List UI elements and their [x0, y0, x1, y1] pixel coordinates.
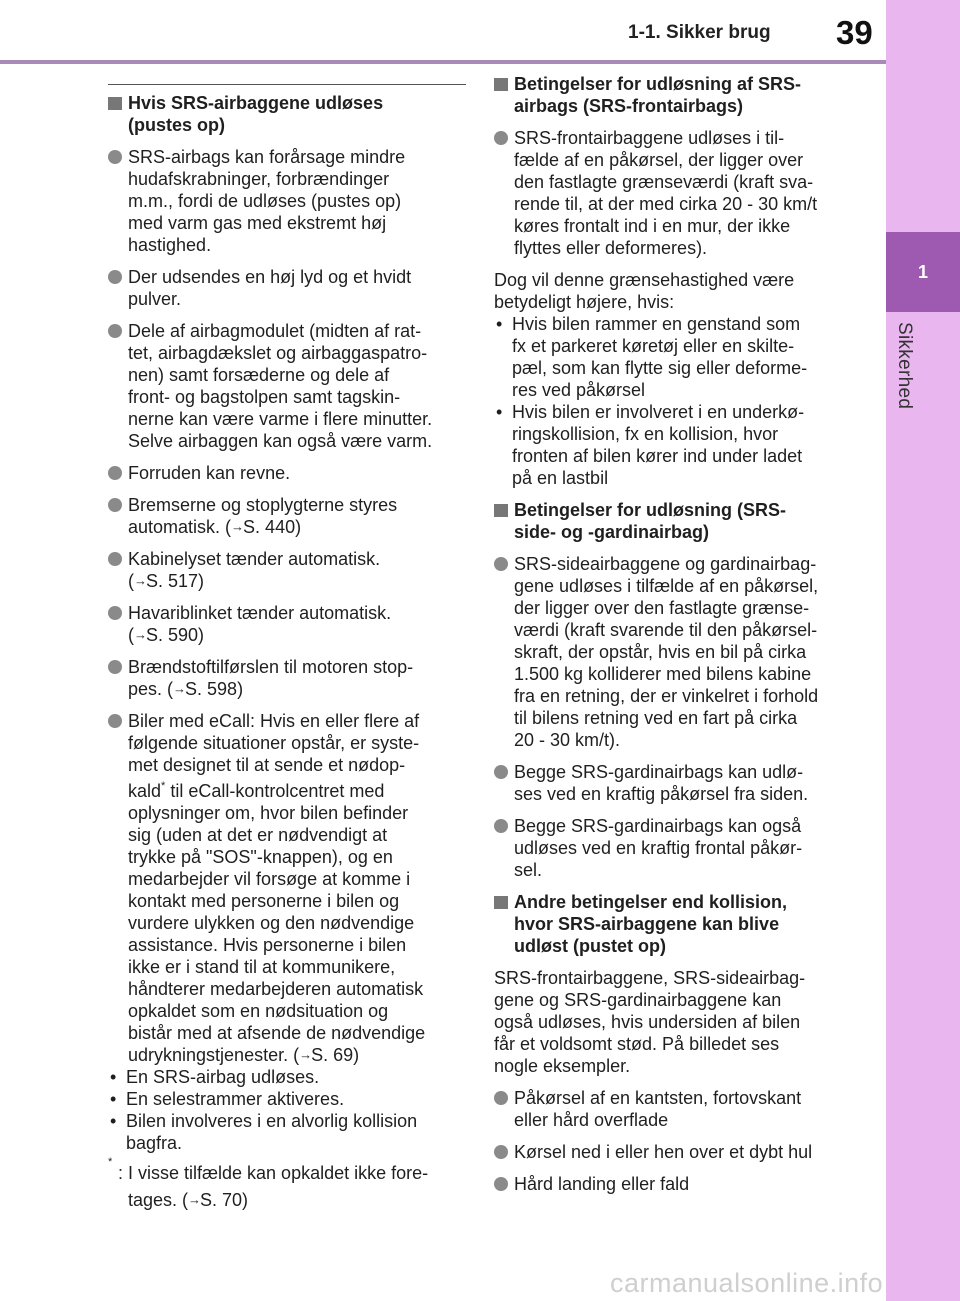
text-line: rende til, at der med cirka 20 - 30 km/t	[514, 194, 818, 214]
text-line-with-reference	[128, 1189, 466, 1211]
arrow-right-icon: →	[299, 1047, 312, 1062]
text-line: ikke er i stand til at kommunikere,	[128, 957, 396, 977]
sub-list-item	[494, 313, 850, 401]
right-column	[494, 73, 850, 1205]
text-line: ses ved en kraftig påkørsel fra siden.	[514, 784, 809, 804]
page-reference: S. 70)	[200, 1190, 249, 1210]
page-header	[0, 0, 886, 62]
text-fragment: pes. (	[128, 679, 174, 699]
dot-bullet-icon: •	[496, 314, 503, 334]
text-line: ringskollision, fx en kollision, hvor	[512, 424, 779, 444]
text-line-with-reference	[128, 570, 466, 592]
bullet-item	[494, 1173, 850, 1195]
text-fragment: automatisk. (	[128, 517, 232, 537]
circle-bullet-icon	[494, 1177, 508, 1191]
page-reference: S. 590)	[146, 625, 205, 645]
text-line: trykke på "SOS"-knappen), og en	[128, 847, 393, 867]
footnote-marker: *	[161, 780, 166, 792]
chapter-side-tab	[886, 0, 960, 1301]
text-fragment: tages. (	[128, 1190, 189, 1210]
text-line: SRS-frontairbaggene, SRS-sideairbag-	[494, 968, 806, 988]
text-line: Påkørsel af en kantsten, fortovskant	[514, 1088, 802, 1108]
heading-line: Andre betingelser end kollision,	[514, 892, 788, 912]
left-column	[108, 84, 466, 1211]
heading-line: Hvis SRS-airbaggene udløses	[128, 93, 384, 113]
chapter-number-box	[886, 232, 960, 312]
circle-bullet-icon	[494, 1091, 508, 1105]
dot-bullet-icon: •	[110, 1089, 117, 1109]
footnote: * : I visse tilfælde kan opkaldet ikke fore- tages. (→S. 70)	[108, 1162, 466, 1211]
circle-bullet-icon	[108, 606, 122, 620]
circle-bullet-icon	[108, 324, 122, 338]
section-heading	[494, 891, 850, 957]
bullet-item	[494, 1141, 850, 1163]
text-line: fx et parkeret køretøj eller en skilte-	[512, 336, 795, 356]
page-reference: S. 517)	[146, 571, 205, 591]
heading-line: udløst (pustet op)	[514, 936, 666, 956]
text-line: Begge SRS-gardinairbags kan også	[514, 816, 802, 836]
text-fragment: til eCall-kontrolcentret med	[165, 781, 385, 801]
bullet-item	[108, 146, 466, 256]
text-line: Hvis bilen er involveret i en underkø-	[512, 402, 805, 422]
text-line: Hård landing eller fald	[514, 1174, 690, 1194]
text-fragment: En selestrammer aktiveres.	[126, 1089, 345, 1109]
text-line: 20 - 30 km/t).	[514, 730, 621, 750]
text-line: Havariblinket tænder automatisk.	[128, 603, 392, 623]
text-line: SRS-sideairbaggene og gardinairbag-	[514, 554, 817, 574]
text-line: skraft, der opstår, hvis en bil på cirka	[514, 642, 807, 662]
page-number: 39	[836, 14, 873, 51]
text-line: Forruden kan revne.	[128, 463, 291, 483]
arrow-right-icon: →	[134, 573, 146, 588]
text-line: pæl, som kan flytte sig eller deforme-	[512, 358, 808, 378]
heading-line: airbags (SRS-frontairbags)	[514, 96, 744, 116]
text-line: sig (uden at det er nødvendigt at	[128, 825, 388, 845]
text-line: Biler med eCall: Hvis en eller flere af	[128, 711, 420, 731]
text-line: følgende situationer opstår, er syste-	[128, 733, 420, 753]
text-line: res ved påkørsel	[512, 380, 646, 400]
text-line: gene og SRS-gardinairbaggene kan	[494, 990, 782, 1010]
text-line: udløses ved en kraftig frontal påkør-	[514, 838, 803, 858]
circle-bullet-icon	[494, 819, 508, 833]
page-reference: S. 598)	[185, 679, 244, 699]
text-line: tet, airbagdækslet og airbaggaspatro-	[128, 343, 428, 363]
bullet-item	[108, 320, 466, 452]
text-line: Dog vil denne grænsehastighed være	[494, 270, 795, 290]
sub-list-item	[494, 401, 850, 489]
text-line-with-reference	[128, 678, 466, 700]
paragraph	[494, 269, 850, 313]
bullet-item	[494, 761, 850, 805]
bullet-item	[494, 553, 850, 751]
text-line: met designet til at sende et nødop-	[128, 755, 406, 775]
square-bullet-icon	[108, 97, 122, 110]
bullet-item	[494, 1087, 850, 1131]
text-line: Hvis bilen rammer en genstand som	[512, 314, 801, 334]
bullet-item	[108, 548, 466, 592]
page-reference: S. 440)	[243, 517, 302, 537]
text-line: pulver.	[128, 289, 182, 309]
section-heading	[494, 499, 850, 543]
dot-bullet-icon: •	[110, 1067, 117, 1087]
text-line: eller hård overflade	[514, 1110, 669, 1130]
text-line: bagfra.	[126, 1133, 183, 1153]
text-line: medarbejder vil forsøge at komme i	[128, 869, 411, 889]
bullet-item	[494, 815, 850, 881]
bullet-item	[494, 127, 850, 259]
circle-bullet-icon	[494, 131, 508, 145]
dot-bullet-icon: •	[496, 402, 503, 422]
text-line: Kabinelyset tænder automatisk.	[128, 549, 381, 569]
text-line: SRS-airbags kan forårsage mindre	[128, 147, 406, 167]
circle-bullet-icon	[108, 150, 122, 164]
column-rule	[108, 84, 466, 85]
bullet-item	[108, 266, 466, 310]
text-line: sel.	[514, 860, 543, 880]
text-line: opkaldet som en nødsituation og	[128, 1001, 389, 1021]
circle-bullet-icon	[108, 714, 122, 728]
square-bullet-icon	[494, 78, 508, 91]
text-line: Bremserne og stoplygterne styres	[128, 495, 398, 515]
heading-line: (pustes op)	[128, 115, 225, 135]
text-line: front- og bagstolpen samt tagskin-	[128, 387, 401, 407]
text-line: Dele af airbagmodulet (midten af rat-	[128, 321, 422, 341]
text-line: Begge SRS-gardinairbags kan udlø-	[514, 762, 804, 782]
text-line: gene udløses i tilfælde af en påkørsel,	[514, 576, 819, 596]
bullet-item	[108, 710, 466, 1066]
circle-bullet-icon	[108, 270, 122, 284]
text-line: fra en retning, der er vinkelret i forhold	[514, 686, 819, 706]
circle-bullet-icon	[494, 1145, 508, 1159]
circle-bullet-icon	[108, 552, 122, 566]
watermark: carmanualsonline.info	[610, 1268, 884, 1298]
text-line: hudafskrabninger, forbrændinger	[128, 169, 390, 189]
circle-bullet-icon	[108, 466, 122, 480]
text-line: m.m., fordi de udløses (pustes op)	[128, 191, 402, 211]
text-line: Kørsel ned i eller hen over et dybt hul	[514, 1142, 813, 1162]
text-line: får et voldsomt stød. På billedet ses	[494, 1034, 780, 1054]
chapter-number: 1	[917, 262, 928, 282]
text-line: betydeligt højere, hvis:	[494, 292, 675, 312]
sub-list	[108, 1066, 466, 1154]
text-line: der ligger over den fastlagte grænse-	[514, 598, 810, 618]
section-heading	[494, 73, 850, 117]
text-line: hastighed.	[128, 235, 212, 255]
text-line: den fastlagte grænseværdi (kraft sva-	[514, 172, 814, 192]
dot-bullet-icon: •	[110, 1111, 117, 1131]
bullet-item	[108, 462, 466, 484]
text-line: vurdere ulykken og den nødvendige	[128, 913, 415, 933]
text-line	[128, 780, 466, 802]
paragraph	[494, 967, 850, 1077]
text-line-with-reference	[128, 624, 466, 646]
arrow-right-icon: →	[173, 681, 186, 696]
text-line: 1.500 kg kolliderer med bilens kabine	[514, 664, 812, 684]
text-line: bistår med at afsende de nødvendige	[128, 1023, 426, 1043]
square-bullet-icon	[494, 504, 508, 517]
heading-line: hvor SRS-airbaggene kan blive	[514, 914, 780, 934]
text-fragment: udrykningstjenester. (	[128, 1045, 300, 1065]
page-reference: S. 69)	[311, 1045, 360, 1065]
text-line: nogle eksempler.	[494, 1056, 631, 1076]
square-bullet-icon	[494, 896, 508, 909]
text-fragment: (	[128, 625, 134, 645]
text-line: med varm gas med ekstremt høj	[128, 213, 387, 233]
text-fragment: En SRS-airbag udløses.	[126, 1067, 320, 1087]
section-title: 1-1. Sikker brug	[628, 22, 771, 43]
heading-line: side- og -gardinairbag)	[514, 522, 710, 542]
footnote-colon: :	[118, 1163, 124, 1183]
text-line: fælde af en påkørsel, der ligger over	[514, 150, 804, 170]
text-line: oplysninger om, hvor bilen befinder	[128, 803, 409, 823]
text-line: flyttes eller deformeres).	[514, 238, 708, 258]
text-line: Brændstoftilførslen til motoren stop-	[128, 657, 414, 677]
sub-list-item	[108, 1066, 466, 1088]
chapter-name: Sikkerhed	[894, 322, 915, 410]
text-line: I visse tilfælde kan opkaldet ikke fore-	[128, 1163, 429, 1183]
circle-bullet-icon	[494, 557, 508, 571]
text-line: SRS-frontairbaggene udløses i til-	[514, 128, 785, 148]
text-line: nen) samt forsæderne og dele af	[128, 365, 390, 385]
arrow-right-icon: →	[231, 519, 244, 534]
sub-list-item	[108, 1088, 466, 1110]
text-line: værdi (kraft svarende til den påkørsel-	[514, 620, 818, 640]
heading-line: Betingelser for udløsning af SRS-	[514, 74, 802, 94]
arrow-right-icon: →	[134, 627, 146, 642]
section-heading	[108, 92, 466, 136]
heading-line: Betingelser for udløsning (SRS-	[514, 500, 787, 520]
sub-list-item	[108, 1110, 466, 1154]
text-line: kontakt med personerne i bilen og	[128, 891, 400, 911]
text-line-with-reference	[128, 1044, 466, 1066]
text-line-with-reference	[128, 516, 466, 538]
text-line: håndterer medarbejderen automatisk	[128, 979, 424, 999]
circle-bullet-icon	[494, 765, 508, 779]
text-line: fronten af bilen kører ind under ladet	[512, 446, 803, 466]
text-line: Der udsendes en høj lyd og et hvidt	[128, 267, 412, 287]
bullet-item	[108, 656, 466, 700]
bullet-item	[108, 602, 466, 646]
arrow-right-icon: →	[188, 1192, 201, 1207]
text-line: assistance. Hvis personerne i bilen	[128, 935, 407, 955]
bullet-item	[108, 494, 466, 538]
text-line: nerne kan være varme i flere minutter.	[128, 409, 433, 429]
text-line: også udløses, hvis undersiden af bilen	[494, 1012, 801, 1032]
circle-bullet-icon	[108, 498, 122, 512]
text-line: køres frontalt ind i en mur, der ikke	[514, 216, 791, 236]
text-fragment: kald	[128, 781, 162, 801]
text-line: Selve airbaggen kan også være varm.	[128, 431, 433, 451]
text-line: på en lastbil	[512, 468, 609, 488]
text-fragment: (	[128, 571, 134, 591]
header-rule	[0, 60, 886, 64]
circle-bullet-icon	[108, 660, 122, 674]
text-line: til bilens retning ved en fart på cirka	[514, 708, 798, 728]
text-fragment: Bilen involveres i en alvorlig kollision	[126, 1111, 418, 1131]
